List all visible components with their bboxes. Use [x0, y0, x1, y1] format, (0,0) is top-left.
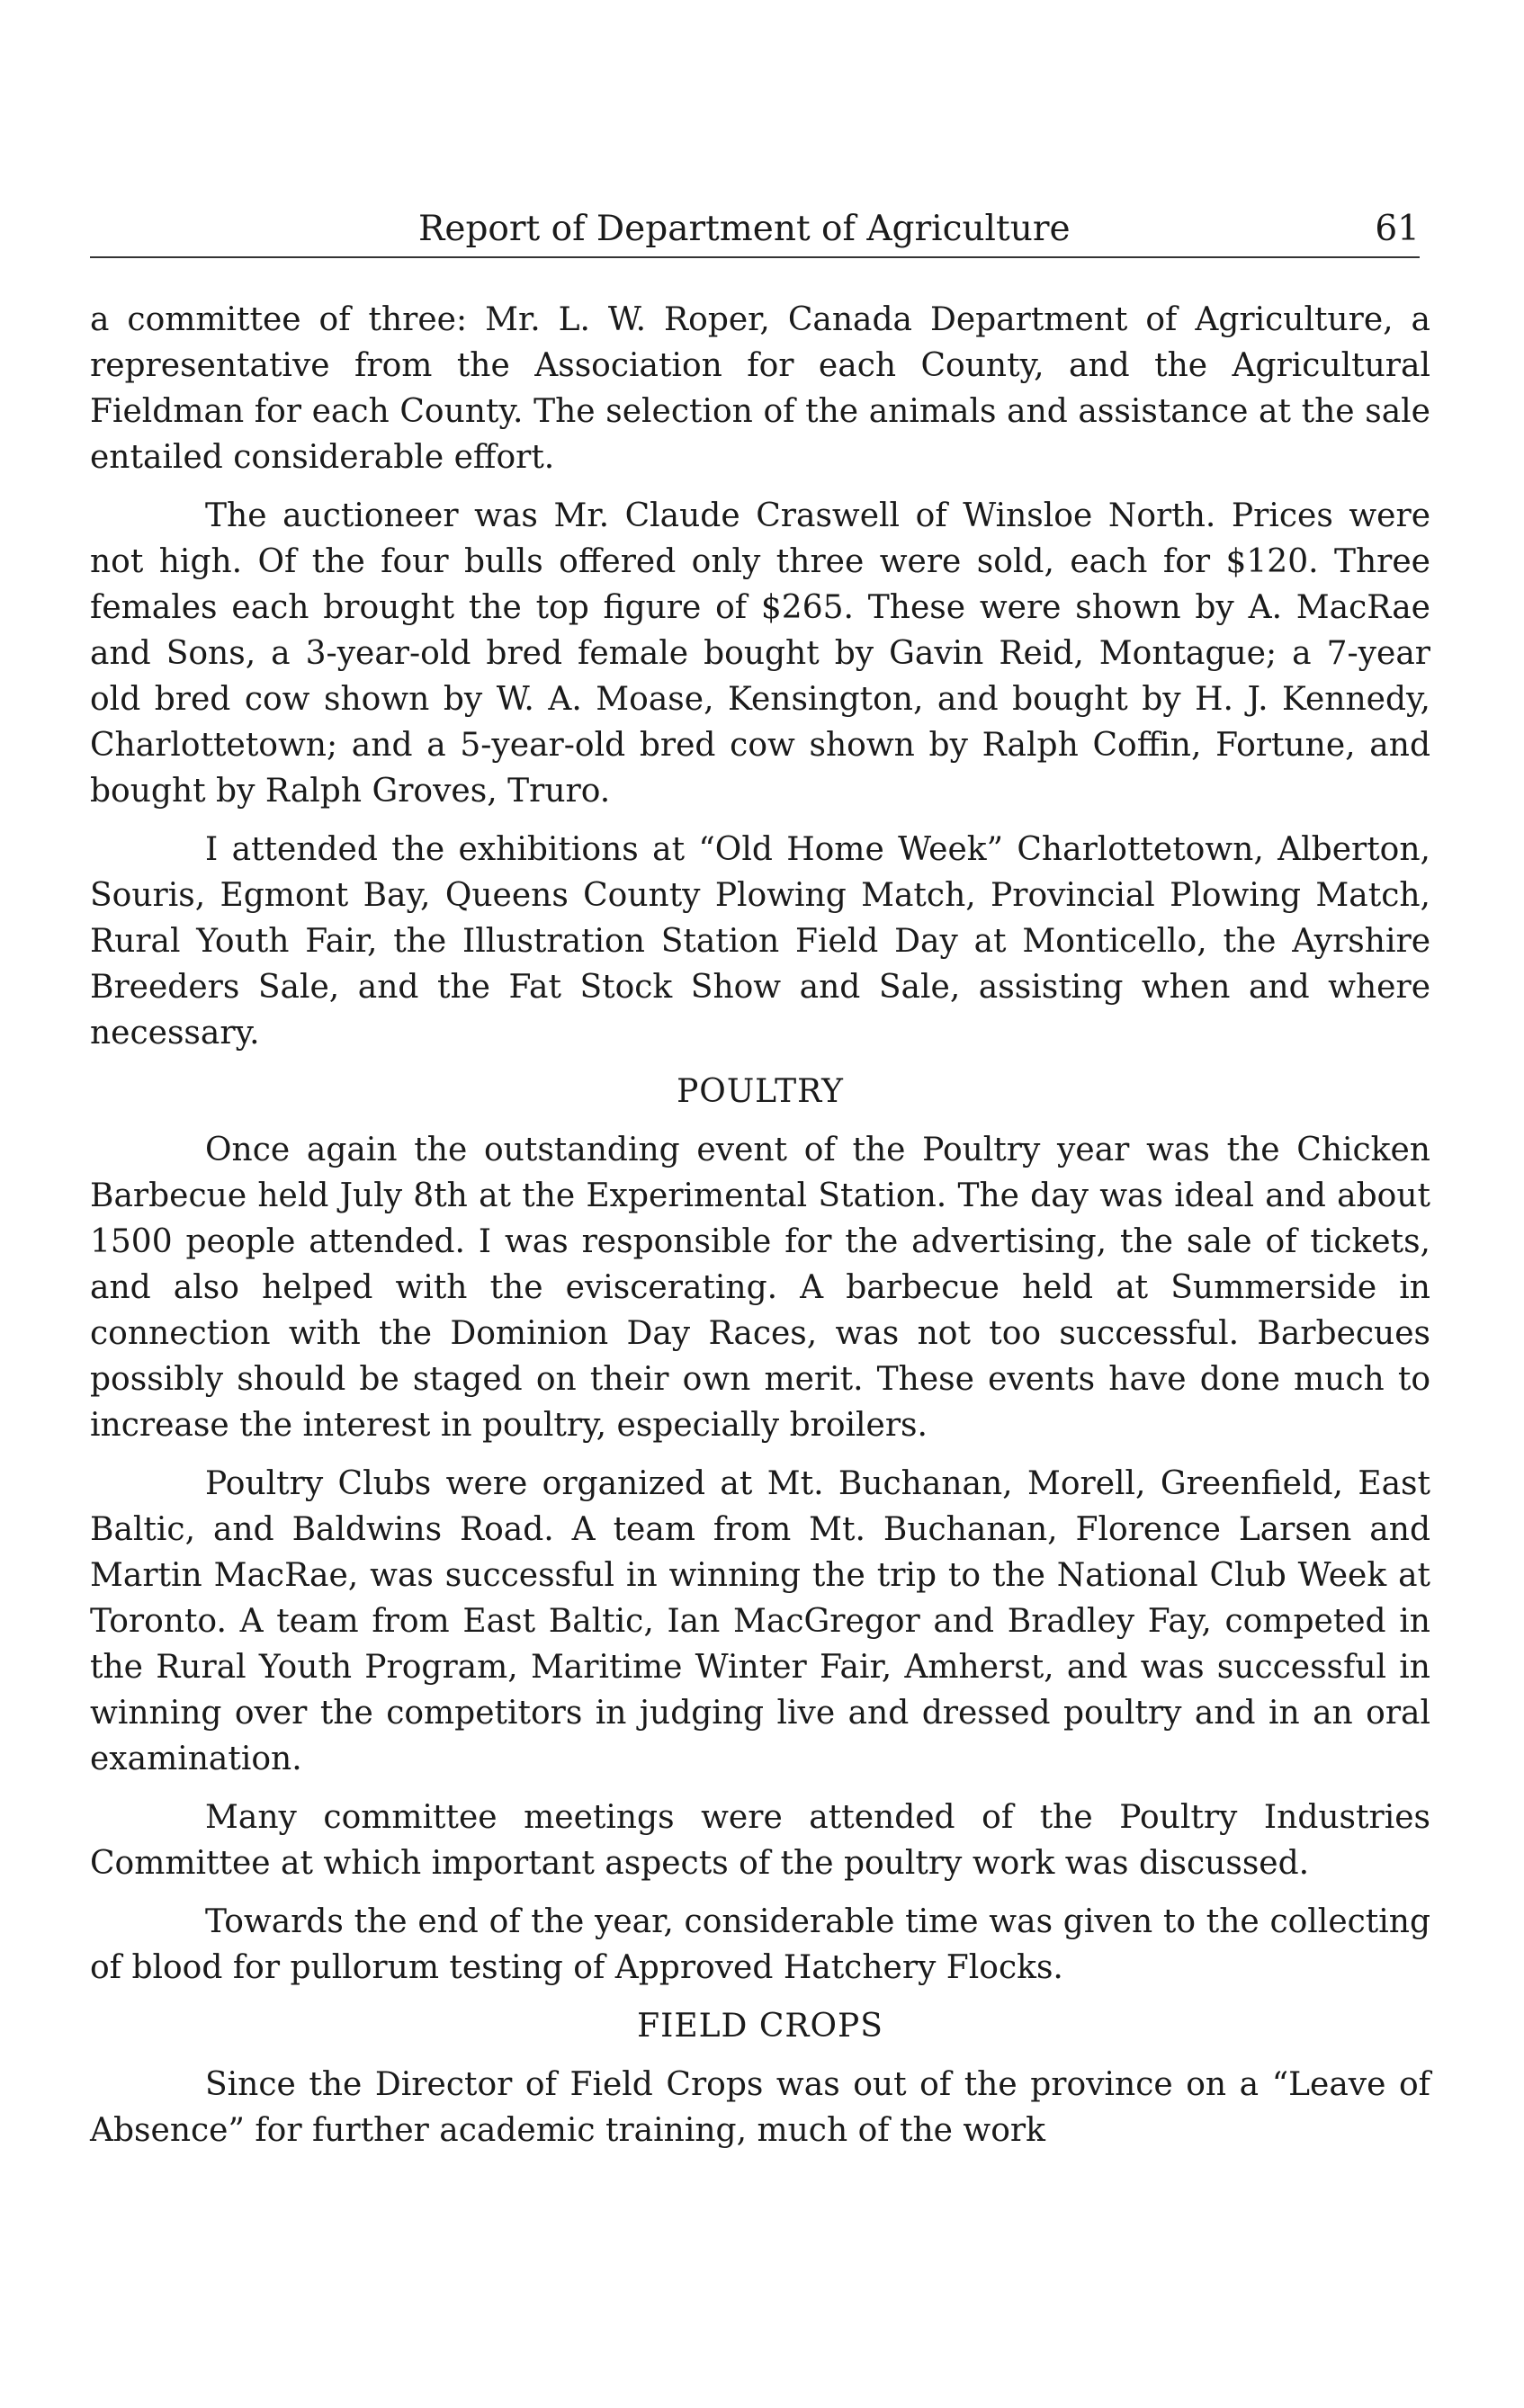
- running-title: Report of Department of Agriculture: [418, 209, 1071, 249]
- paragraph-field-crops: Since the Director of Field Crops was out of the province on a “Leave of Absence” for further academic training, much of the work: [90, 2066, 1430, 2149]
- page-header: [90, 202, 1420, 258]
- paragraph-exhibitions: I attended the exhibitions at “Old Home Week” Charlottetown, Alberton, Souris, Egmont Bay, Queens County Plowing Match, Provincial Plowing Match, Rural Youth Fair, the Illustration Station Field Day at Monticello, the Ayrshire Breeders Sale, and the Fat Stock Show and Sale, assisting when and where necessary.: [90, 831, 1430, 1052]
- page-number: 61: [1375, 209, 1420, 249]
- paragraph-committee: a committee of three: Mr. L. W. Roper, Canada Department of Agriculture, a representative from the Association for each County, and the Agricultural Fieldman for each County. The selection of the animals and assistance at the sale entailed considerable effort.: [90, 301, 1430, 476]
- paragraph-poultry-clubs: Poultry Clubs were organized at Mt. Buchanan, Morell, Greenfield, East Baltic, and Baldwins Road. A team from Mt. Buchanan, Florence Larsen and Martin MacRae, was successful in winning the trip to the National Club Week at Toronto. A team from East Baltic, Ian MacGregor and Bradley Fay, competed in the Rural Youth Program, Maritime Winter Fair, Amherst, and was successful in winning over the competitors in judging live and dressed poultry and in an oral examination.: [90, 1465, 1430, 1777]
- paragraph-committee-meetings: Many committee meetings were attended of the Poultry Industries Committee at which important aspects of the poultry work was discussed.: [90, 1799, 1430, 1882]
- document-body: [90, 297, 1430, 2166]
- paragraph-pullorum-testing: Towards the end of the year, considerable time was given to the collecting of blood for pullorum testing of Approved Hatchery Flocks.: [90, 1903, 1430, 1986]
- paragraph-barbecue: Once again the outstanding event of the Poultry year was the Chicken Barbecue held July 8th at the Experimental Station. The day was ideal and about 1500 people attended. I was responsible for the advertising, the sale of tickets, and also helped with the eviscerating. A barbecue held at Summerside in connection with the Dominion Day Races, was not too successful. Barbecues possibly should be staged on their own merit. These events have done much to increase the interest in poultry, especially broilers.: [90, 1132, 1430, 1444]
- paragraph-auctioneer: The auctioneer was Mr. Claude Craswell of Winsloe North. Prices were not high. Of the four bulls offered only three were sold, each for $120. Three females each brought the top figure of $265. These were shown by A. MacRae and Sons, a 3-year-old bred female bought by Gavin Reid, Montague; a 7-year old bred cow shown by W. A. Moase, Kensington, and bought by H. J. Kennedy, Charlottetown; and a 5-year-old bred cow shown by Ralph Coffin, Fortune, and bought by Ralph Groves, Truro.: [90, 497, 1430, 810]
- section-heading-poultry: POULTRY: [677, 1073, 844, 1110]
- section-heading-field-crops: FIELD CROPS: [637, 2008, 883, 2045]
